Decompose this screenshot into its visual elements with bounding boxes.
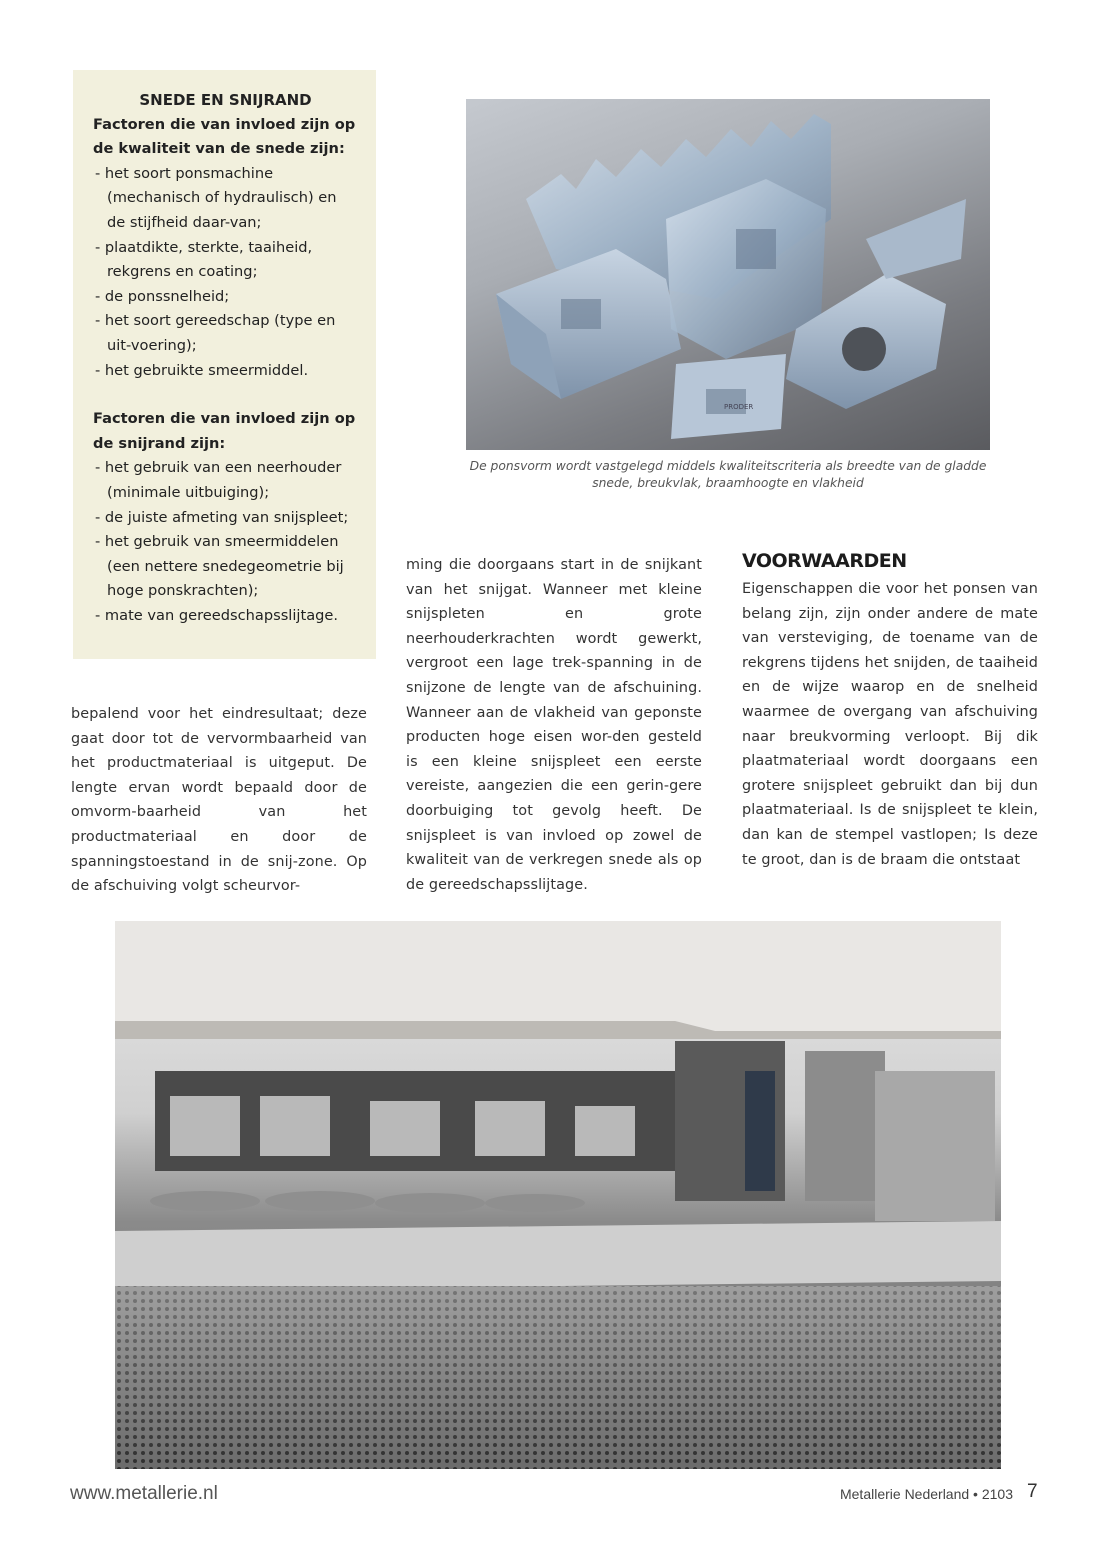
list-item: - het gebruik van smeermiddelen (een nettere snedegeometrie bij hoge ponskrachten); (95, 533, 344, 600)
section-heading: VOORWAARDEN (742, 550, 907, 572)
text-column-3 (742, 577, 1038, 872)
sidebar-list-2 (93, 456, 358, 628)
list-item: - het gebruik van een neerhouder (minimale uitbuiging); (95, 459, 342, 501)
list-item: - plaatdikte, sterkte, taaiheid, rekgrens en coating; (95, 238, 313, 281)
footer-website[interactable]: www.metallerie.nl (70, 1483, 218, 1504)
list-item: - het soort ponsmachine (mechanisch of hydraulisch) en de stijfheid daar-van; (95, 164, 337, 231)
list-item: - de ponssnelheid; (95, 287, 230, 305)
text-column-2 (406, 553, 702, 897)
punching-machine-illustration (115, 921, 1001, 1469)
page-number: 7 (1027, 1481, 1038, 1502)
punched-parts-illustration (466, 99, 990, 450)
sidebar-box (73, 70, 376, 659)
photo-punched-parts (466, 99, 990, 450)
paragraph: Eigenschappen die voor het ponsen van belang zijn, zijn onder andere de mate van versteviging, de toename van de rekgrens tijdens het snijden, de taaiheid en de wijze waarop en de snelheid waarmee de overgang van afschuiving naar breukvorming verloopt. Bij dik plaatmateriaal wordt doorgaans een grotere snijspleet gebruikt dan bij dun plaatmateriaal. Is de snijspleet te klein, dan kan de stempel vastlopen; Is deze te groot, dan is de braam die ontstaat (742, 581, 1038, 868)
paragraph: ming die doorgaans start in de snijkant van het snijgat. Wanneer met kleine snijspleten en grote neerhouderkrachten wordt gewerkt, vergroot een lage trek-spanning in de snijzone de lengte van de afschuining. Wanneer aan de vlakheid van geponste producten hoge eisen wor-den gesteld is een kleine snijspleet een eerste vereiste, aangezien die een gerin-gere doorbuiging tot gevolg heeft. De snijspleet is van invloed op zowel de kwaliteit van de verkregen snede als op de gereedschapsslijtage. (406, 557, 702, 893)
text-column-1 (71, 702, 367, 899)
photo-punching-machine (115, 921, 1001, 1469)
sidebar-title: SNEDE EN SNIJRAND (139, 91, 312, 109)
sidebar-heading-2: Factoren die van invloed zijn op de snijrand zijn: (93, 410, 356, 452)
list-item: - mate van gereedschapsslijtage. (95, 606, 339, 624)
footer-publication: Metallerie Nederland • 2103 (839, 1486, 1013, 1502)
sidebar-list-1 (93, 162, 358, 383)
sidebar-heading-1: Factoren die van invloed zijn op de kwaliteit van de snede zijn: (93, 115, 356, 158)
paragraph: bepalend voor het eindresultaat; deze gaat door tot de vervormbaarheid van het productmateriaal is uitgeput. De lengte ervan wordt bepaald door de omvorm-baarheid van het productmateriaal en door de spanningstoestand in de snij-zone. Op de afschuiving volgt scheurvor- (71, 706, 367, 895)
part-label: PRODER (724, 403, 754, 411)
list-item: - het gebruikte smeermiddel. (95, 361, 309, 379)
photo-caption: De ponsvorm wordt vastgelegd middels kwaliteitscriteria als breedte van de gladde snede, breukvlak, braamhoogte en vlakheid (469, 459, 987, 490)
list-item: - het soort gereedschap (type en uit-voering); (95, 312, 336, 354)
list-item: - de juiste afmeting van snijspleet; (95, 508, 349, 526)
